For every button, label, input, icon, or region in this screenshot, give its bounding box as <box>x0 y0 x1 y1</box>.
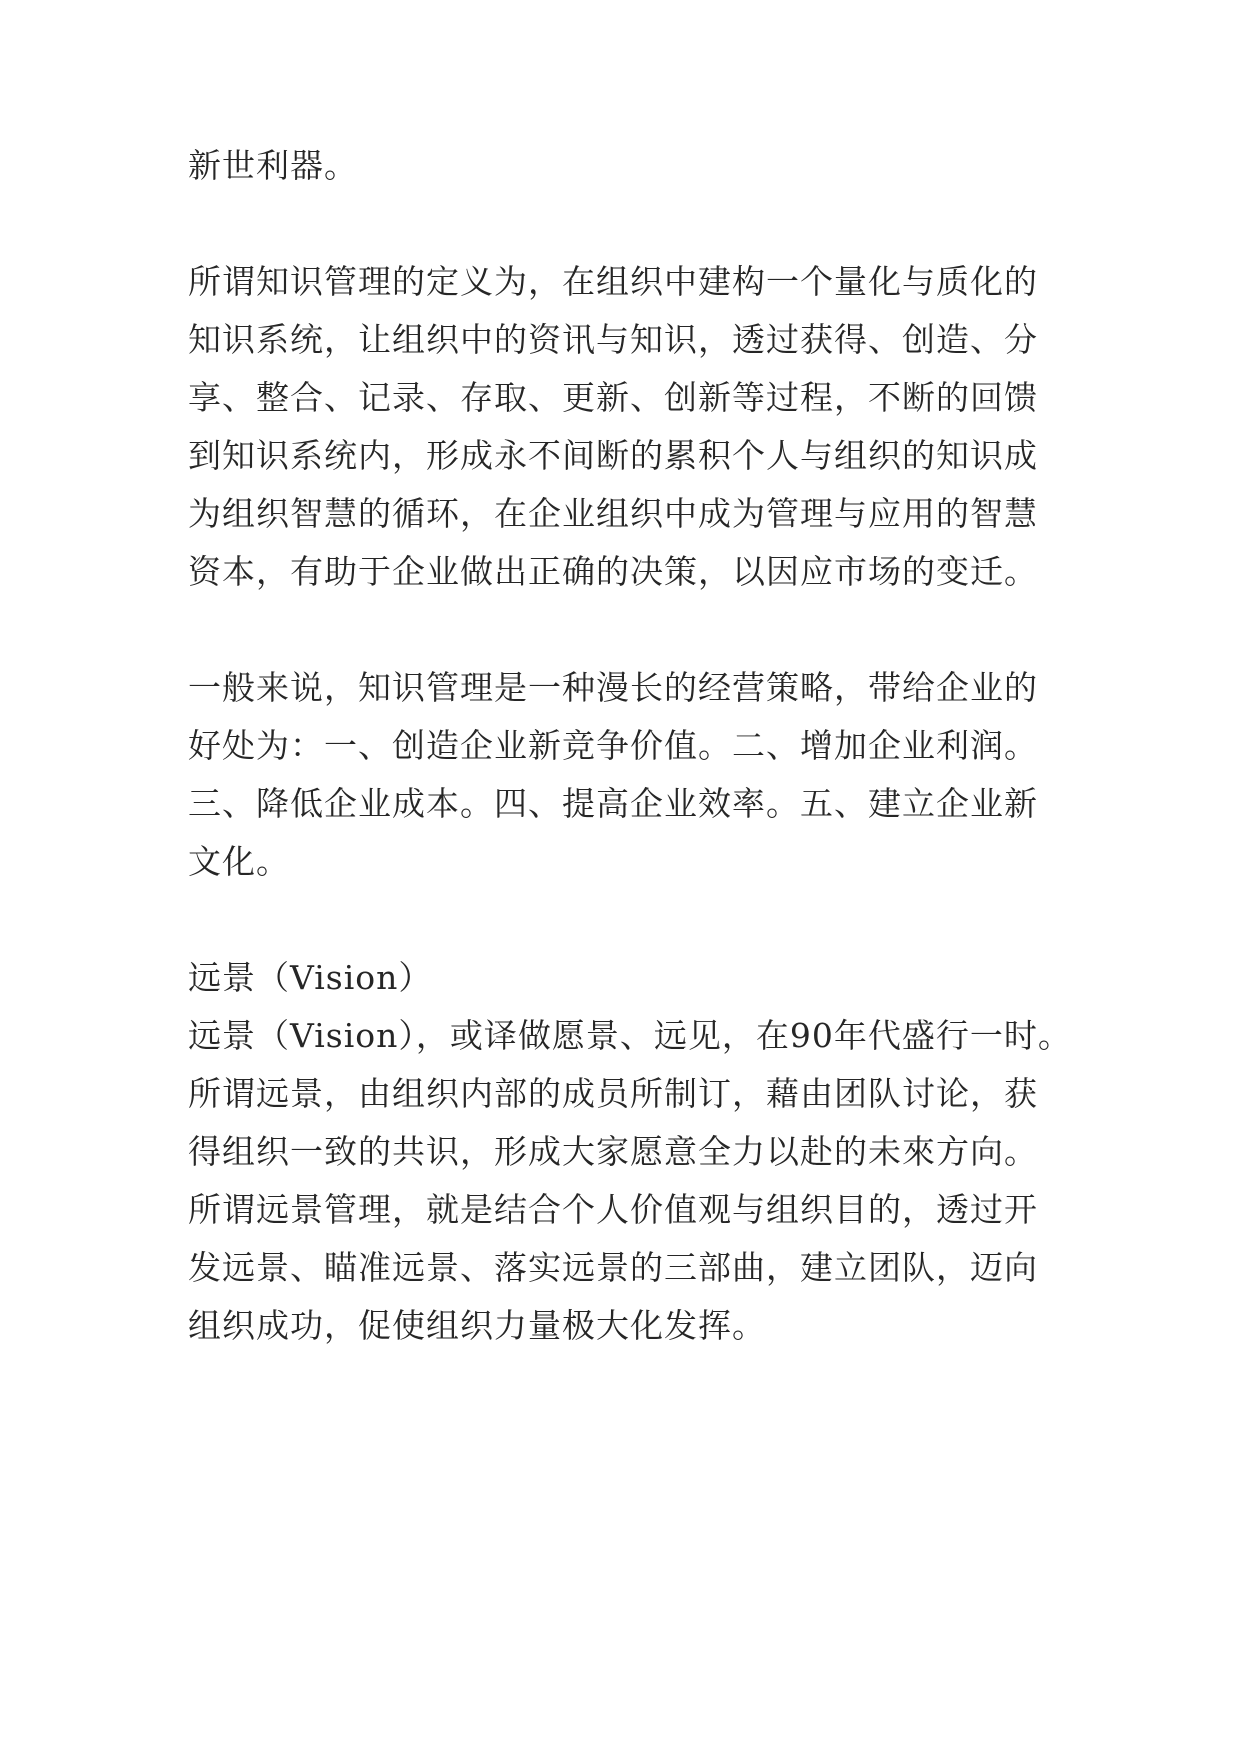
paragraph-4-line-3: 得组织一致的共识，形成大家愿意全力以赴的未來方向。 <box>188 1132 1038 1171</box>
paragraph-4-line-5: 发远景、瞄准远景、落实远景的三部曲，建立团队，迈向 <box>188 1248 1038 1287</box>
paragraph-2-line-1: 所谓知识管理的定义为，在组织中建构一个量化与质化的 <box>188 262 1038 301</box>
paragraph-4-line-2: 所谓远景，由组织内部的成员所制订，藉由团队讨论，获 <box>188 1074 1038 1113</box>
paragraph-2-line-2: 知识系统，让组织中的资讯与知识，透过获得、创造、分 <box>188 320 1038 359</box>
paragraph-2-line-6: 资本，有助于企业做出正确的决策，以因应市场的变迁。 <box>188 552 1038 591</box>
section-heading-vision: 远景（Vision） <box>188 958 433 997</box>
paragraph-4-line-4: 所谓远景管理，就是结合个人价值观与组织目的，透过开 <box>188 1190 1038 1229</box>
paragraph-2-line-5: 为组织智慧的循环，在企业组织中成为管理与应用的智慧 <box>188 494 1038 533</box>
paragraph-4-line-1: 远景（Vision），或译做愿景、远见，在90年代盛行一时。 <box>188 1016 1072 1055</box>
paragraph-2-line-4: 到知识系统内，形成永不间断的累积个人与组织的知识成 <box>188 436 1038 475</box>
paragraph-1-line-1: 新世利器。 <box>188 146 358 185</box>
paragraph-3-line-2: 好处为：一、创造企业新竞争价值。二、增加企业利润。 <box>188 726 1038 765</box>
paragraph-2-line-3: 享、整合、记录、存取、更新、创新等过程，不断的回馈 <box>188 378 1038 417</box>
paragraph-3-line-4: 文化。 <box>188 842 290 881</box>
paragraph-3-line-1: 一般来说，知识管理是一种漫长的经营策略，带给企业的 <box>188 668 1038 707</box>
paragraph-4-line-6: 组织成功，促使组织力量极大化发挥。 <box>188 1306 766 1345</box>
paragraph-3-line-3: 三、降低企业成本。四、提高企业效率。五、建立企业新 <box>188 784 1038 823</box>
